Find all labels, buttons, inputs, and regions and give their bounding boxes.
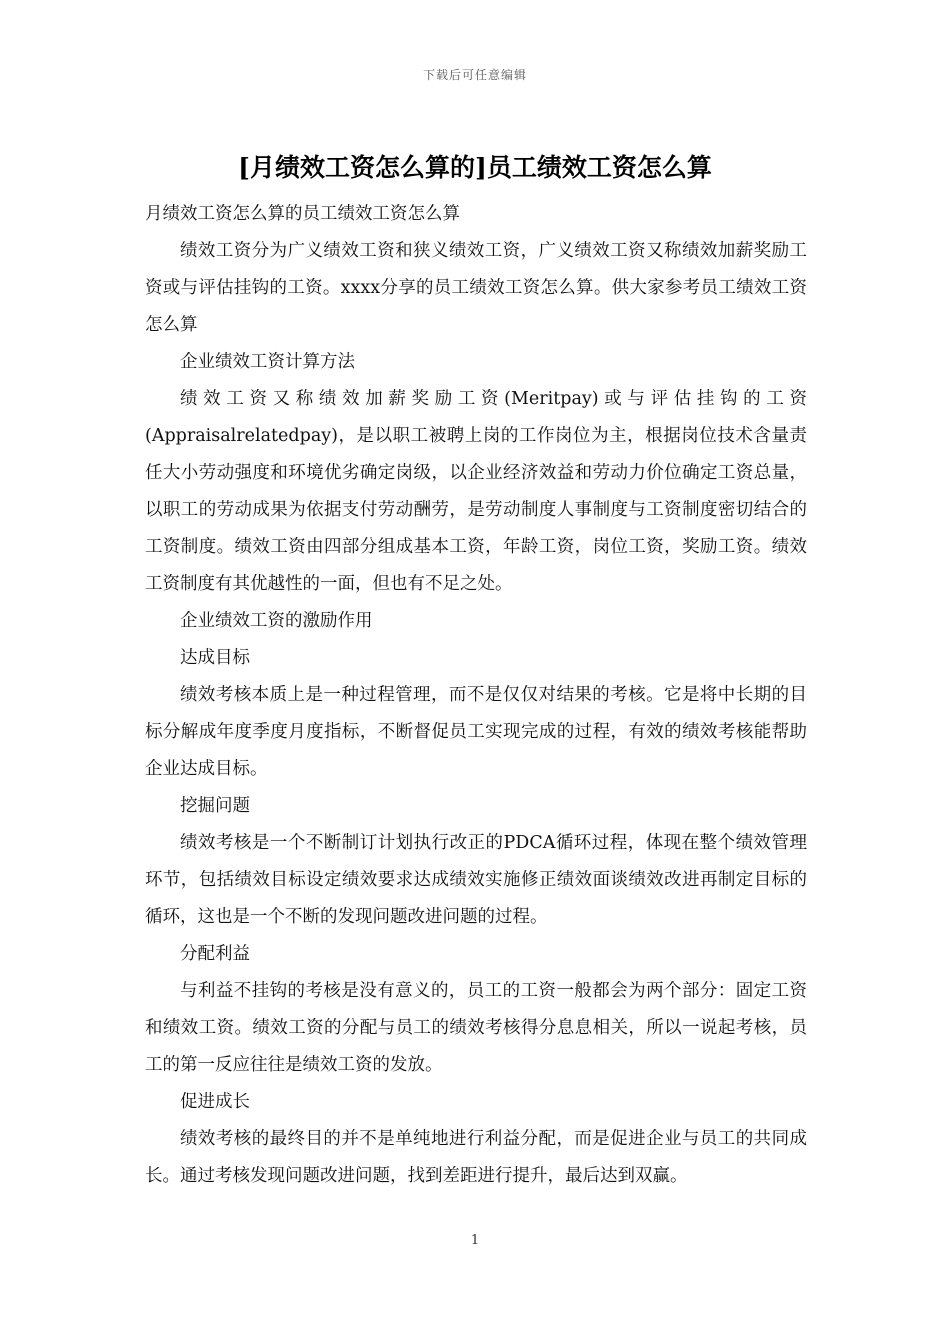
document-title: [月绩效工资怎么算的]员工绩效工资怎么算	[238, 153, 712, 182]
subheading-achieve-goals: 达成目标	[180, 648, 250, 668]
intro-paragraph: 绩效工资分为广义绩效工资和狭义绩效工资，广义绩效工资又称绩效加薪奖励工资或与评估挂钩的工资。xxxx分享的员工绩效工资怎么算。供大家参考员工绩效工资怎么算	[145, 241, 807, 335]
subheading-promote-growth: 促进成长	[180, 1092, 250, 1112]
promote-growth-paragraph: 绩效考核的最终目的并不是单纯地进行利益分配，而是促进企业与员工的共同成长。通过考核发现问题改进问题，找到差距进行提升，最后达到双赢。	[145, 1129, 807, 1186]
subheading-find-problems: 挖掘问题	[180, 796, 250, 816]
subtitle-paragraph: 月绩效工资怎么算的员工绩效工资怎么算	[145, 204, 460, 224]
distribute-benefits-paragraph: 与利益不挂钩的考核是没有意义的，员工的工资一般都会为两个部分：固定工资和绩效工资。绩效工资的分配与员工的绩效考核得分息息相关，所以一说起考核，员工的第一反应往往是绩效工资的发放。	[145, 981, 807, 1075]
section-heading-calculation: 企业绩效工资计算方法	[180, 352, 355, 372]
document-body	[145, 196, 807, 1195]
achieve-goals-paragraph: 绩效考核本质上是一种过程管理，而不是仅仅对结果的考核。它是将中长期的目标分解成年度季度月度指标，不断督促员工实现完成的过程，有效的绩效考核能帮助企业达成目标。	[145, 685, 807, 779]
calculation-paragraph: 绩效工资又称绩效加薪奖励工资(Meritpay)或与评估挂钩的工资(Appraisalrelatedpay)，是以职工被聘上岗的工作岗位为主，根据岗位技术含量责任大小劳动强度和环境优劣确定岗级，以企业经济效益和劳动力价位确定工资总量，以职工的劳动成果为依据支付劳动酬劳，是劳动制度人事制度与工资制度密切结合的工资制度。绩效工资由四部分组成基本工资，年龄工资，岗位工资，奖励工资。绩效工资制度有其优越性的一面，但也有不足之处。	[145, 389, 807, 594]
find-problems-paragraph: 绩效考核是一个不断制订计划执行改正的PDCA循环过程，体现在整个绩效管理环节，包括绩效目标设定绩效要求达成绩效实施修正绩效面谈绩效改进再制定目标的循环，这也是一个不断的发现问题改进问题的过程。	[145, 833, 807, 927]
page-header-note: 下载后可任意编辑	[422, 68, 527, 82]
section-heading-incentive: 企业绩效工资的激励作用	[180, 611, 373, 631]
page-number: 1	[470, 1233, 480, 1248]
subheading-distribute-benefits: 分配利益	[180, 944, 250, 964]
